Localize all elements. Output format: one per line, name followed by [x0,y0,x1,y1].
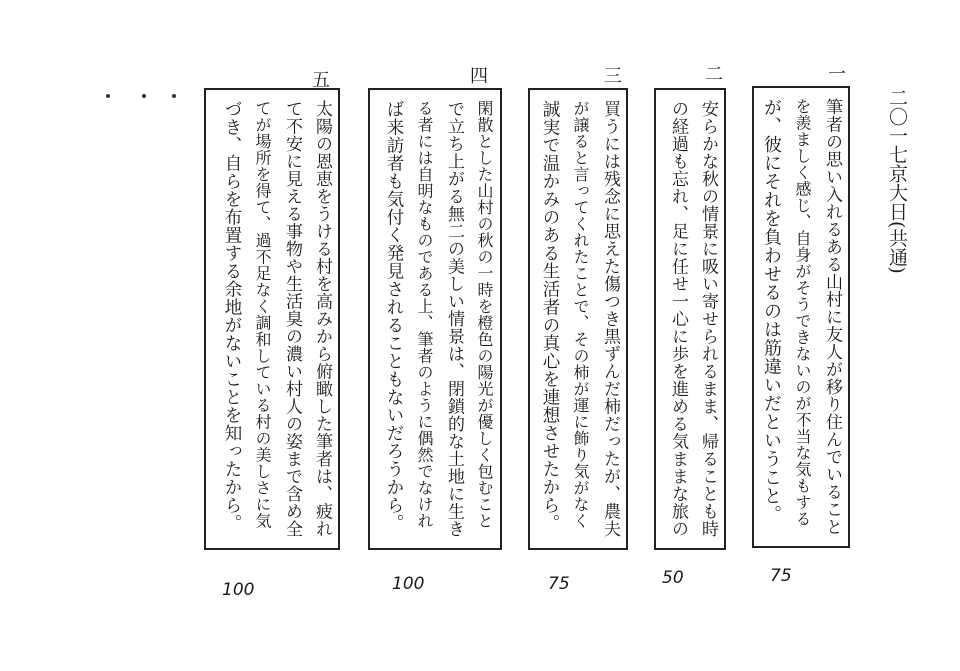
decorative-dot [106,94,110,98]
answer-line: づき、自らを布置する余地がないことを知ったから。 [222,100,242,532]
score-2: 50 [662,568,684,588]
answer-line: ば来訪者も気付く発見されることもないだろうから。 [384,100,404,532]
answer-line: が、彼にそれを負わせるのは筋違いだということ。 [761,98,782,524]
answer-line: 買うには残念に思えた傷つき黒ずんだ柿だったが、農夫 [600,100,620,538]
answer-line: てが場所を得て、過不足なく調和している村の美しさに気 [253,100,272,529]
answer-line: 筆者の思い入れるある山村に友人が移り住んでいること [822,98,842,536]
exam-title: 二〇一七京大日(共通) [886,88,908,274]
answer-line: 安らかな秋の情景に吸い寄せられるまま、帰ることも時 [698,100,718,538]
answer-line: の経過も忘れ、足に任せ一心に歩を進める気ままな旅の [668,100,688,538]
answer-box-5 [204,88,340,550]
answer-box-2 [654,88,726,550]
answer-line: で立ち上がる無二の美しい情景は、閉鎖的な土地に生き [444,100,464,538]
answer-box-3 [528,88,628,550]
answer-line: る者には自明なものである上、筆者のように偶然でなけれ [415,100,434,529]
answer-line: が譲ると言ってくれたことで、その柿が運に飾り気がなく [571,100,590,529]
answer-box-1 [752,86,850,548]
answer-line: を羨ましく感じ、自身がそうできないのが不当な気もする [793,98,812,527]
score-4: 100 [392,574,425,594]
score-3: 75 [548,574,570,594]
answer-line: て不安に見える事物や生活臭の濃い村人の姿まで含め全 [282,100,302,538]
answer-number-1: 一 [828,64,846,85]
answer-line: 誠実で温かみのある生活者の真心を連想させたから。 [540,100,560,532]
answer-number-5: 五 [312,70,330,91]
answer-number-2: 二 [705,64,723,85]
answer-number-4: 四 [470,66,488,87]
answer-number-3: 三 [604,66,622,87]
answer-line: 閑散とした山村の秋の一時を橙色の陽光が優しく包むこと [475,100,494,529]
decorative-dot [172,94,176,98]
score-1: 75 [770,566,792,586]
score-5: 100 [222,580,255,600]
answer-line: 太陽の恩恵をうける村を高みから俯瞰した筆者は、疲れ [312,100,332,538]
answer-box-4 [368,88,502,550]
decorative-dot [142,94,146,98]
